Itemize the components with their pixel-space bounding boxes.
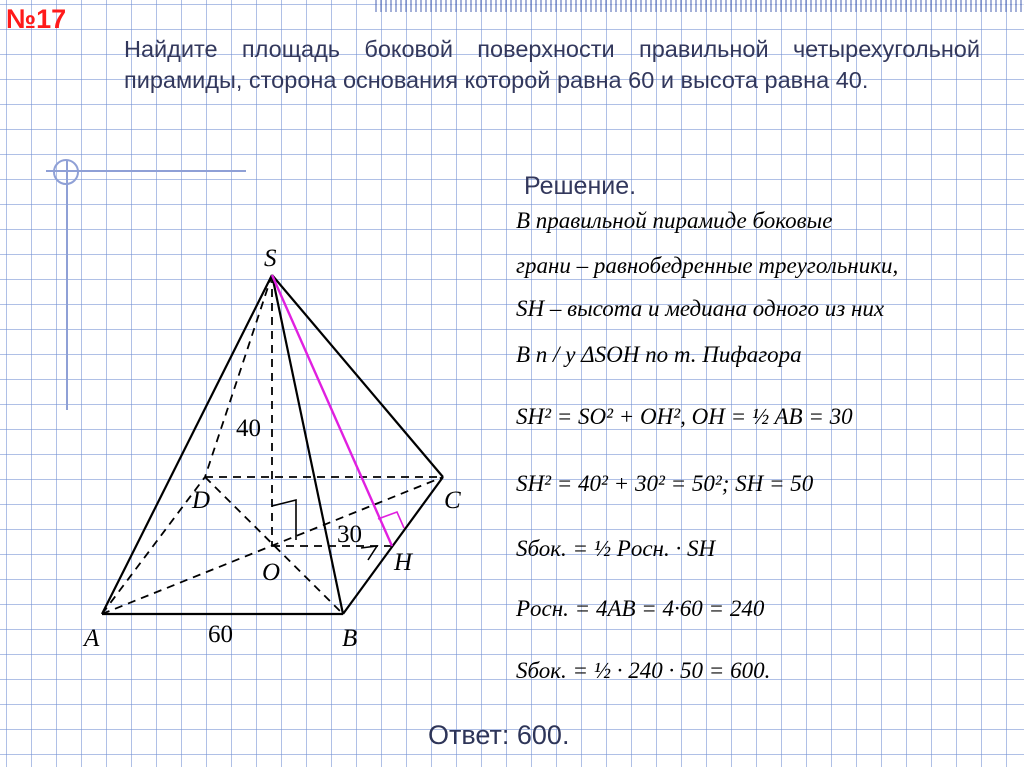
edge-SB xyxy=(272,275,343,614)
label-half-side: 30 xyxy=(337,521,362,548)
problem-text: Найдите площадь боковой поверхности правильной четырехугольной пирамиды, сторона основания которой равна 60 и высота равна 40. xyxy=(124,36,980,93)
label-D: D xyxy=(192,487,211,514)
label-H: H xyxy=(394,549,413,576)
label-A: A xyxy=(84,625,100,652)
label-B: B xyxy=(342,625,358,652)
formula-1: SH² = SO² + OH², OH = ½ AB = 30 xyxy=(516,404,853,429)
right-angle-O xyxy=(272,500,296,540)
right-angle-H2 xyxy=(361,546,377,560)
edge-AD xyxy=(102,477,205,614)
formula-4: Pосн. = 4AB = 4·60 = 240 xyxy=(516,596,765,621)
label-height: 40 xyxy=(236,415,261,442)
edge-SD xyxy=(205,275,272,477)
formula-5: Sбок. = ½ · 240 · 50 = 600. xyxy=(516,658,771,683)
solution-heading: Решение. xyxy=(524,172,637,200)
label-C: C xyxy=(444,487,461,514)
apothem-SH xyxy=(272,275,392,546)
formula-2: SH² = 40² + 30² = 50²; SH = 50 xyxy=(516,471,814,496)
edge-SC xyxy=(272,275,443,477)
solution-line-3: SH – высота и медиана одного из них xyxy=(516,296,885,321)
problem-number: №17 xyxy=(6,4,67,34)
label-S: S xyxy=(264,245,277,272)
answer: Ответ: 600. xyxy=(428,720,570,750)
formula-3: Sбок. = ½ Pосн. · SH xyxy=(516,536,716,561)
solution-line-1: В правильной пирамиде боковые xyxy=(516,208,833,233)
solution-line-4: В п / у ΔSOH по т. Пифагора xyxy=(516,342,802,367)
label-side: 60 xyxy=(208,621,233,648)
solution-line-2: грани – равнобедренные треугольники, xyxy=(516,253,899,278)
edge-SA xyxy=(102,275,272,614)
label-O: O xyxy=(262,559,281,586)
